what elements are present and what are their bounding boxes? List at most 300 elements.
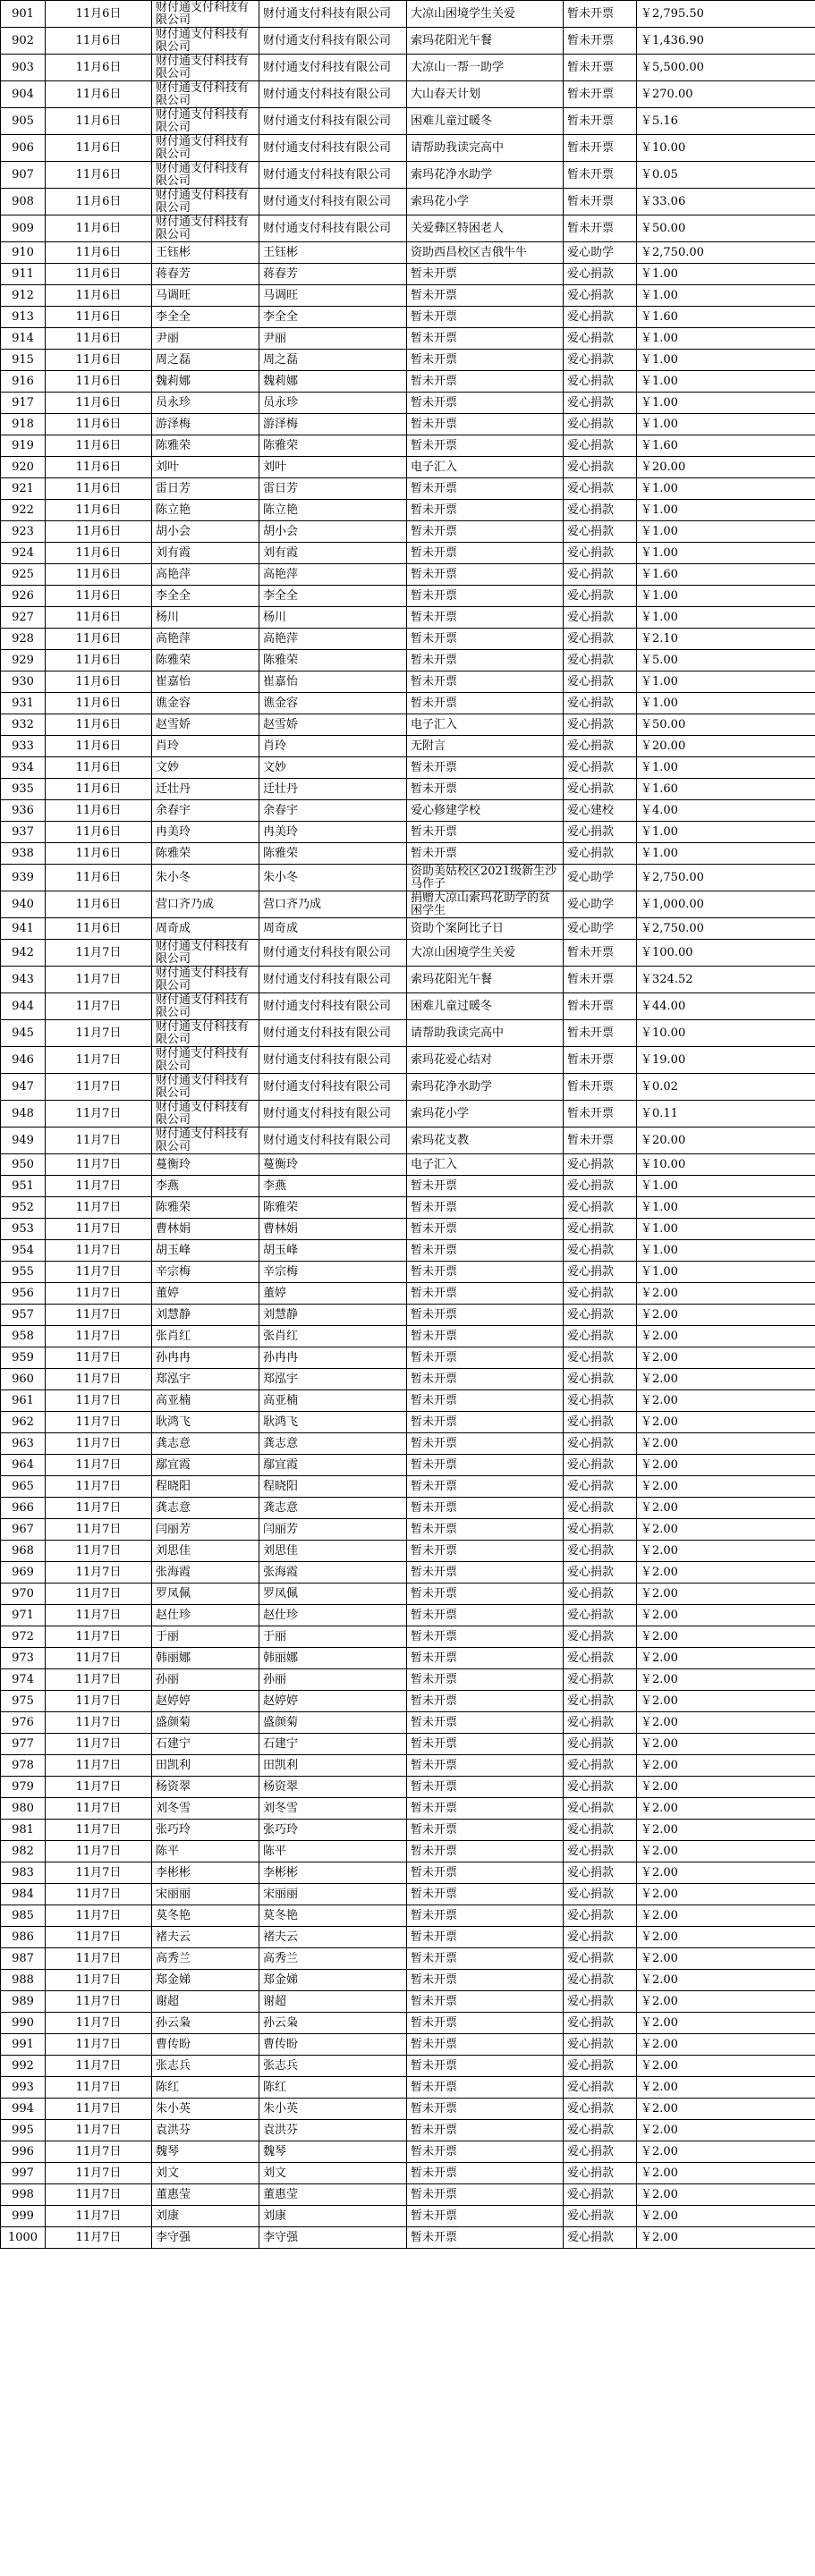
purpose-cell: 索玛花阳光午餐: [407, 967, 564, 993]
amount-cell: ￥5.16: [637, 108, 815, 135]
category-cell: 爱心助学: [564, 865, 637, 891]
category-cell: 爱心捐款: [564, 2034, 637, 2056]
amount-cell: ￥1.00: [637, 1262, 815, 1283]
payer-name-cell: 高艳萍: [259, 629, 407, 650]
donation-date-cell: 11月6日: [46, 607, 152, 629]
donor-name-cell: 崔嘉怡: [152, 671, 259, 693]
donor-name-cell: 肖玲: [152, 736, 259, 757]
row-number-cell: 910: [1, 242, 46, 264]
payer-name-cell: 财付通支付科技有限公司: [259, 1020, 407, 1047]
row-number-cell: 946: [1, 1047, 46, 1074]
table-row: [1, 478, 815, 500]
amount-cell: ￥2.00: [637, 2099, 815, 2120]
payer-name-cell: 宋丽丽: [259, 1884, 407, 1905]
purpose-cell: 暂未开票: [407, 2206, 564, 2227]
amount-cell: ￥2.00: [637, 1498, 815, 1519]
payer-name-cell: 曹林娟: [259, 1219, 407, 1240]
row-number-cell: 912: [1, 285, 46, 307]
category-cell: 暂未开票: [564, 1128, 637, 1154]
purpose-cell: 请帮助我读完高中: [407, 1020, 564, 1047]
purpose-cell: 索玛花净水助学: [407, 162, 564, 189]
payer-name-cell: 魏琴: [259, 2141, 407, 2163]
amount-cell: ￥2.00: [637, 2184, 815, 2206]
payer-name-cell: 孙丽: [259, 1669, 407, 1691]
payer-name-cell: 闫丽芳: [259, 1519, 407, 1541]
donor-name-cell: 尹丽: [152, 328, 259, 350]
category-cell: 爱心捐款: [564, 1476, 637, 1498]
donor-name-cell: 袁洪芬: [152, 2120, 259, 2141]
row-number-cell: 923: [1, 521, 46, 543]
donation-date-cell: 11月6日: [46, 414, 152, 435]
donor-name-cell: 孙冉冉: [152, 1347, 259, 1369]
row-number-cell: 969: [1, 1562, 46, 1584]
row-number-cell: 977: [1, 1734, 46, 1755]
table-row: [1, 1262, 815, 1283]
donation-date-cell: 11月7日: [46, 993, 152, 1020]
payer-name-cell: 朱小冬: [259, 865, 407, 891]
amount-cell: ￥2.00: [637, 1648, 815, 1669]
donation-date-cell: 11月7日: [46, 1101, 152, 1128]
donor-name-cell: 王钰彬: [152, 242, 259, 264]
category-cell: 暂未开票: [564, 135, 637, 162]
row-number-cell: 979: [1, 1777, 46, 1798]
purpose-cell: 爱心修建学校: [407, 800, 564, 822]
table-row: [1, 629, 815, 650]
purpose-cell: 暂未开票: [407, 2013, 564, 2034]
purpose-cell: 暂未开票: [407, 1219, 564, 1240]
payer-name-cell: 财付通支付科技有限公司: [259, 1128, 407, 1154]
row-number-cell: 985: [1, 1905, 46, 1927]
row-number-cell: 976: [1, 1712, 46, 1734]
amount-cell: ￥2.00: [637, 1305, 815, 1326]
row-number-cell: 938: [1, 843, 46, 865]
category-cell: 爱心捐款: [564, 1283, 637, 1305]
table-row: [1, 1047, 815, 1074]
category-cell: 爱心捐款: [564, 736, 637, 757]
category-cell: 爱心捐款: [564, 1755, 637, 1777]
donor-name-cell: 耿鸿飞: [152, 1412, 259, 1433]
category-cell: 暂未开票: [564, 1020, 637, 1047]
purpose-cell: 请帮助我读完高中: [407, 135, 564, 162]
table-row: [1, 1626, 815, 1648]
donation-date-cell: 11月7日: [46, 1691, 152, 1712]
amount-cell: ￥4.00: [637, 800, 815, 822]
row-number-cell: 925: [1, 564, 46, 586]
donation-date-cell: 11月6日: [46, 822, 152, 843]
payer-name-cell: 刘冬雪: [259, 1798, 407, 1820]
row-number-cell: 940: [1, 891, 46, 918]
category-cell: 爱心助学: [564, 918, 637, 940]
table-row: [1, 1755, 815, 1777]
table-row: [1, 457, 815, 478]
amount-cell: ￥2.00: [637, 1777, 815, 1798]
purpose-cell: 暂未开票: [407, 307, 564, 328]
payer-name-cell: 韩丽娜: [259, 1648, 407, 1669]
amount-cell: ￥2.00: [637, 1862, 815, 1884]
category-cell: 暂未开票: [564, 1074, 637, 1101]
payer-name-cell: 财付通支付科技有限公司: [259, 940, 407, 967]
purpose-cell: 暂未开票: [407, 693, 564, 714]
amount-cell: ￥2.00: [637, 2227, 815, 2249]
amount-cell: ￥2.00: [637, 2077, 815, 2099]
category-cell: 暂未开票: [564, 940, 637, 967]
row-number-cell: 958: [1, 1326, 46, 1347]
row-number-cell: 932: [1, 714, 46, 736]
donor-name-cell: 财付通支付科技有限公司: [152, 1128, 259, 1154]
payer-name-cell: 财付通支付科技有限公司: [259, 162, 407, 189]
payer-name-cell: 李守强: [259, 2227, 407, 2249]
category-cell: 暂未开票: [564, 81, 637, 108]
category-cell: 爱心捐款: [564, 843, 637, 865]
table-row: [1, 28, 815, 55]
payer-name-cell: 石建宁: [259, 1734, 407, 1755]
table-row: [1, 1927, 815, 1948]
table-row: [1, 2077, 815, 2099]
payer-name-cell: 朱小英: [259, 2099, 407, 2120]
donation-date-cell: 11月7日: [46, 1283, 152, 1305]
amount-cell: ￥100.00: [637, 940, 815, 967]
amount-cell: ￥1.60: [637, 435, 815, 457]
donor-name-cell: 郑金娣: [152, 1970, 259, 1991]
row-number-cell: 906: [1, 135, 46, 162]
category-cell: 爱心捐款: [564, 1347, 637, 1369]
donor-name-cell: 冉美玲: [152, 822, 259, 843]
table-row: [1, 328, 815, 350]
donation-date-cell: 11月6日: [46, 891, 152, 918]
amount-cell: ￥2.00: [637, 2120, 815, 2141]
purpose-cell: 暂未开票: [407, 1433, 564, 1455]
row-number-cell: 947: [1, 1074, 46, 1101]
donation-date-cell: 11月7日: [46, 1605, 152, 1626]
donor-name-cell: 闫丽芳: [152, 1519, 259, 1541]
payer-name-cell: 龚志意: [259, 1433, 407, 1455]
category-cell: 爱心捐款: [564, 1798, 637, 1820]
table-row: [1, 940, 815, 967]
payer-name-cell: 马调旺: [259, 285, 407, 307]
amount-cell: ￥2.00: [637, 1433, 815, 1455]
category-cell: 爱心捐款: [564, 1541, 637, 1562]
purpose-cell: 无附言: [407, 736, 564, 757]
purpose-cell: 暂未开票: [407, 478, 564, 500]
category-cell: 爱心捐款: [564, 1862, 637, 1884]
amount-cell: ￥2.00: [637, 1390, 815, 1412]
table-row: [1, 2120, 815, 2141]
row-number-cell: 928: [1, 629, 46, 650]
category-cell: 爱心捐款: [564, 1777, 637, 1798]
category-cell: 爱心捐款: [564, 1884, 637, 1905]
payer-name-cell: 冉美玲: [259, 822, 407, 843]
donation-date-cell: 11月6日: [46, 714, 152, 736]
category-cell: 暂未开票: [564, 162, 637, 189]
donor-name-cell: 余春宇: [152, 800, 259, 822]
row-number-cell: 916: [1, 371, 46, 393]
category-cell: 爱心捐款: [564, 393, 637, 414]
donor-name-cell: 赵仕珍: [152, 1605, 259, 1626]
row-number-cell: 918: [1, 414, 46, 435]
donation-date-cell: 11月6日: [46, 586, 152, 607]
donation-date-cell: 11月7日: [46, 1240, 152, 1262]
purpose-cell: 暂未开票: [407, 521, 564, 543]
table-row: [1, 2034, 815, 2056]
row-number-cell: 984: [1, 1884, 46, 1905]
amount-cell: ￥20.00: [637, 1128, 815, 1154]
amount-cell: ￥270.00: [637, 81, 815, 108]
amount-cell: ￥33.06: [637, 189, 815, 215]
amount-cell: ￥50.00: [637, 215, 815, 242]
table-row: [1, 865, 815, 891]
donor-name-cell: 财付通支付科技有限公司: [152, 993, 259, 1020]
donor-name-cell: 李全全: [152, 586, 259, 607]
payer-name-cell: 财付通支付科技有限公司: [259, 108, 407, 135]
table-row: [1, 1197, 815, 1219]
donation-date-cell: 11月7日: [46, 1648, 152, 1669]
category-cell: 爱心捐款: [564, 1219, 637, 1240]
donation-date-cell: 11月7日: [46, 1262, 152, 1283]
row-number-cell: 921: [1, 478, 46, 500]
donation-date-cell: 11月6日: [46, 28, 152, 55]
category-cell: 爱心捐款: [564, 1605, 637, 1626]
donation-table-body: [1, 1, 815, 2249]
donation-date-cell: 11月6日: [46, 564, 152, 586]
amount-cell: ￥2.00: [637, 1970, 815, 1991]
amount-cell: ￥2.00: [637, 1841, 815, 1862]
amount-cell: ￥1.00: [637, 500, 815, 521]
table-row: [1, 1498, 815, 1519]
row-number-cell: 939: [1, 865, 46, 891]
payer-name-cell: 财付通支付科技有限公司: [259, 189, 407, 215]
table-row: [1, 242, 815, 264]
purpose-cell: 大凉山困境学生关爱: [407, 940, 564, 967]
donor-name-cell: 周之磊: [152, 350, 259, 371]
payer-name-cell: 财付通支付科技有限公司: [259, 967, 407, 993]
donation-date-cell: 11月7日: [46, 1562, 152, 1584]
payer-name-cell: 杨资翠: [259, 1777, 407, 1798]
purpose-cell: 暂未开票: [407, 629, 564, 650]
amount-cell: ￥1,436.90: [637, 28, 815, 55]
donation-date-cell: 11月7日: [46, 1154, 152, 1176]
purpose-cell: 暂未开票: [407, 2184, 564, 2206]
category-cell: 暂未开票: [564, 55, 637, 81]
purpose-cell: 暂未开票: [407, 2034, 564, 2056]
table-row: [1, 393, 815, 414]
payer-name-cell: 尹丽: [259, 328, 407, 350]
donation-date-cell: 11月6日: [46, 736, 152, 757]
table-row: [1, 2141, 815, 2163]
payer-name-cell: 谢超: [259, 1991, 407, 2013]
amount-cell: ￥2.10: [637, 629, 815, 650]
payer-name-cell: 龚志意: [259, 1498, 407, 1519]
row-number-cell: 965: [1, 1476, 46, 1498]
table-row: [1, 1305, 815, 1326]
amount-cell: ￥2.00: [637, 1605, 815, 1626]
amount-cell: ￥1.00: [637, 1176, 815, 1197]
donation-date-cell: 11月7日: [46, 1433, 152, 1455]
payer-name-cell: 陈平: [259, 1841, 407, 1862]
donation-date-cell: 11月6日: [46, 671, 152, 693]
payer-name-cell: 雷日芳: [259, 478, 407, 500]
amount-cell: ￥0.11: [637, 1101, 815, 1128]
donor-name-cell: 财付通支付科技有限公司: [152, 967, 259, 993]
amount-cell: ￥2.00: [637, 1369, 815, 1390]
donor-name-cell: 张海霞: [152, 1562, 259, 1584]
amount-cell: ￥1.00: [637, 607, 815, 629]
row-number-cell: 955: [1, 1262, 46, 1283]
purpose-cell: 大凉山困境学生关爱: [407, 1, 564, 28]
amount-cell: ￥1.60: [637, 307, 815, 328]
category-cell: 爱心捐款: [564, 521, 637, 543]
table-row: [1, 564, 815, 586]
table-row: [1, 918, 815, 940]
amount-cell: ￥0.02: [637, 1074, 815, 1101]
purpose-cell: 暂未开票: [407, 607, 564, 629]
category-cell: 爱心捐款: [564, 1648, 637, 1669]
payer-name-cell: 刘有霞: [259, 543, 407, 564]
donation-date-cell: 11月7日: [46, 1927, 152, 1948]
purpose-cell: 暂未开票: [407, 543, 564, 564]
row-number-cell: 950: [1, 1154, 46, 1176]
table-row: [1, 891, 815, 918]
purpose-cell: 索玛花净水助学: [407, 1074, 564, 1101]
payer-name-cell: 辛宗梅: [259, 1262, 407, 1283]
table-row: [1, 1948, 815, 1970]
category-cell: 爱心捐款: [564, 1369, 637, 1390]
purpose-cell: 暂未开票: [407, 328, 564, 350]
donation-date-cell: 11月7日: [46, 2099, 152, 2120]
donor-name-cell: 财付通支付科技有限公司: [152, 1020, 259, 1047]
amount-cell: ￥5,500.00: [637, 55, 815, 81]
row-number-cell: 924: [1, 543, 46, 564]
category-cell: 爱心捐款: [564, 1970, 637, 1991]
payer-name-cell: 罗凤佩: [259, 1584, 407, 1605]
donor-name-cell: 董惠莹: [152, 2184, 259, 2206]
donor-name-cell: 陈雅荣: [152, 435, 259, 457]
row-number-cell: 999: [1, 2206, 46, 2227]
payer-name-cell: 员永珍: [259, 393, 407, 414]
row-number-cell: 974: [1, 1669, 46, 1691]
category-cell: 爱心捐款: [564, 1905, 637, 1927]
amount-cell: ￥1.00: [637, 757, 815, 779]
table-row: [1, 500, 815, 521]
donor-name-cell: 魏莉娜: [152, 371, 259, 393]
row-number-cell: 982: [1, 1841, 46, 1862]
amount-cell: ￥1.00: [637, 371, 815, 393]
category-cell: 暂未开票: [564, 108, 637, 135]
row-number-cell: 917: [1, 393, 46, 414]
row-number-cell: 978: [1, 1755, 46, 1777]
donor-name-cell: 高艳萍: [152, 564, 259, 586]
payer-name-cell: 赵仕珍: [259, 1605, 407, 1626]
table-row: [1, 1020, 815, 1047]
table-row: [1, 435, 815, 457]
table-row: [1, 543, 815, 564]
table-row: [1, 1455, 815, 1476]
donation-date-cell: 11月7日: [46, 1369, 152, 1390]
donor-name-cell: 盛颜菊: [152, 1712, 259, 1734]
category-cell: 爱心捐款: [564, 1390, 637, 1412]
table-row: [1, 757, 815, 779]
amount-cell: ￥1.00: [637, 693, 815, 714]
purpose-cell: 暂未开票: [407, 1498, 564, 1519]
payer-name-cell: 营口齐乃成: [259, 891, 407, 918]
table-row: [1, 1884, 815, 1905]
category-cell: 爱心捐款: [564, 1734, 637, 1755]
table-row: [1, 1154, 815, 1176]
donor-name-cell: 陈立艳: [152, 500, 259, 521]
row-number-cell: 919: [1, 435, 46, 457]
category-cell: 爱心捐款: [564, 1519, 637, 1541]
donor-name-cell: 褚夫云: [152, 1927, 259, 1948]
donation-date-cell: 11月7日: [46, 2141, 152, 2163]
row-number-cell: 927: [1, 607, 46, 629]
row-number-cell: 989: [1, 1991, 46, 2013]
purpose-cell: 暂未开票: [407, 414, 564, 435]
payer-name-cell: 周之磊: [259, 350, 407, 371]
category-cell: 爱心捐款: [564, 1691, 637, 1712]
table-row: [1, 1101, 815, 1128]
donor-name-cell: 陈雅荣: [152, 843, 259, 865]
table-row: [1, 1862, 815, 1884]
row-number-cell: 922: [1, 500, 46, 521]
category-cell: 爱心捐款: [564, 1927, 637, 1948]
donor-name-cell: 财付通支付科技有限公司: [152, 108, 259, 135]
row-number-cell: 907: [1, 162, 46, 189]
row-number-cell: 972: [1, 1626, 46, 1648]
amount-cell: ￥1.00: [637, 1219, 815, 1240]
category-cell: 爱心捐款: [564, 1154, 637, 1176]
table-row: [1, 843, 815, 865]
donation-date-cell: 11月7日: [46, 1128, 152, 1154]
category-cell: 爱心捐款: [564, 1433, 637, 1455]
donation-date-cell: 11月7日: [46, 1841, 152, 1862]
amount-cell: ￥2.00: [637, 2034, 815, 2056]
amount-cell: ￥2.00: [637, 2013, 815, 2034]
amount-cell: ￥2.00: [637, 1712, 815, 1734]
row-number-cell: 980: [1, 1798, 46, 1820]
donation-date-cell: 11月7日: [46, 1905, 152, 1927]
payer-name-cell: 周奇成: [259, 918, 407, 940]
purpose-cell: 大山春天计划: [407, 81, 564, 108]
donor-name-cell: 程晓阳: [152, 1476, 259, 1498]
row-number-cell: 937: [1, 822, 46, 843]
category-cell: 爱心捐款: [564, 1948, 637, 1970]
payer-name-cell: 胡玉峰: [259, 1240, 407, 1262]
donor-name-cell: 刘慧静: [152, 1305, 259, 1326]
payer-name-cell: 刘康: [259, 2206, 407, 2227]
amount-cell: ￥2.00: [637, 1626, 815, 1648]
row-number-cell: 926: [1, 586, 46, 607]
donor-name-cell: 龚志意: [152, 1433, 259, 1455]
purpose-cell: 暂未开票: [407, 822, 564, 843]
payer-name-cell: 杨川: [259, 607, 407, 629]
table-row: [1, 1970, 815, 1991]
row-number-cell: 911: [1, 264, 46, 285]
row-number-cell: 983: [1, 1862, 46, 1884]
donation-date-cell: 11月6日: [46, 543, 152, 564]
category-cell: 爱心捐款: [564, 607, 637, 629]
amount-cell: ￥1.00: [637, 671, 815, 693]
donor-name-cell: 曹传盼: [152, 2034, 259, 2056]
purpose-cell: 资助美姑校区2021级新生沙马作子: [407, 865, 564, 891]
amount-cell: ￥2.00: [637, 1755, 815, 1777]
amount-cell: ￥2.00: [637, 1412, 815, 1433]
purpose-cell: 暂未开票: [407, 500, 564, 521]
row-number-cell: 963: [1, 1433, 46, 1455]
purpose-cell: 暂未开票: [407, 1347, 564, 1369]
donor-name-cell: 马调旺: [152, 285, 259, 307]
category-cell: 爱心捐款: [564, 2120, 637, 2141]
row-number-cell: 902: [1, 28, 46, 55]
purpose-cell: 暂未开票: [407, 1305, 564, 1326]
